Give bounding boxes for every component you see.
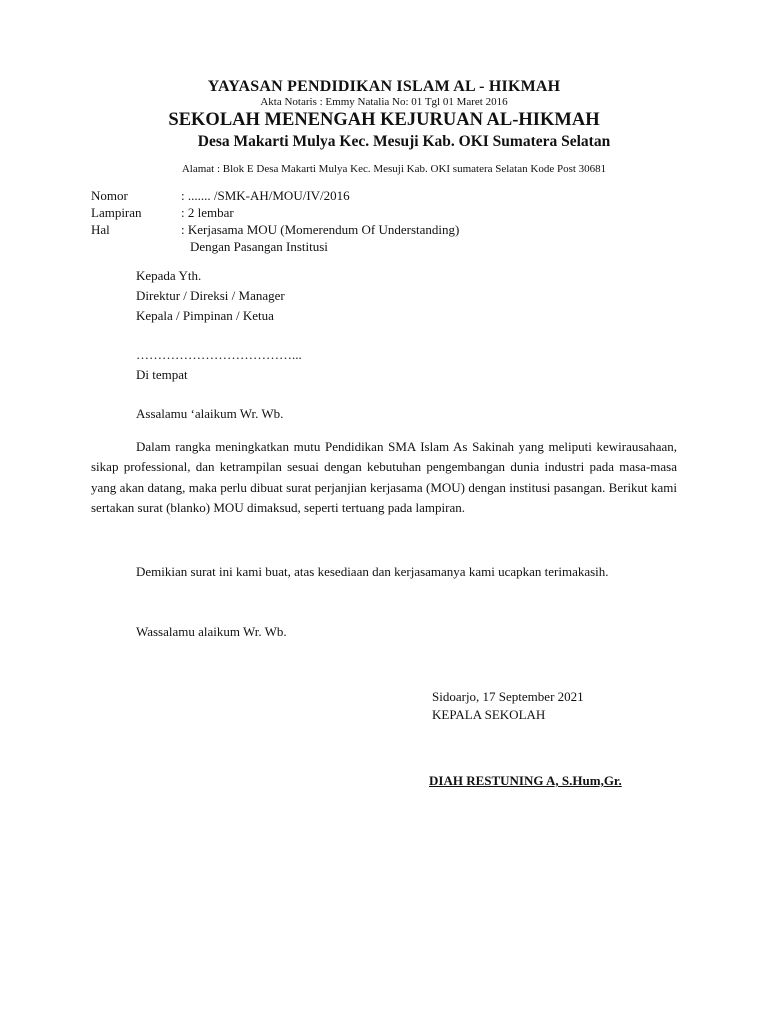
nomor-value: : ....... /SMK-AH/MOU/IV/2016 [181, 188, 350, 203]
closing-greeting: Wassalamu alaikum Wr. Wb. [136, 624, 287, 639]
recipient-line1: Kepada Yth. [136, 268, 202, 283]
signer-title: KEPALA SEKOLAH [432, 707, 546, 722]
meta-row-nomor [91, 187, 459, 204]
school-name: SEKOLAH MENENGAH KEJURUAN AL-HIKMAH [168, 110, 600, 130]
signature-block [432, 688, 584, 724]
notary-deed: Akta Notaris : Emmy Natalia No: 01 Tgl 01 Maret 2016 [260, 96, 508, 108]
letterhead [0, 78, 768, 176]
lampiran-value: : 2 lembar [181, 205, 234, 220]
place-date: Sidoarjo, 17 September 2021 [432, 689, 584, 704]
recipient-block [136, 266, 285, 326]
hal-label: Hal [91, 222, 110, 237]
nomor-label: Nomor [91, 188, 128, 203]
recipient-place: Di tempat [136, 367, 188, 382]
body-paragraph-2: Demikian surat ini kami buat, atas kesediaan dan kerjasamanya kami ucapkan terimakasih. [136, 564, 609, 579]
hal-value-line2: Dengan Pasangan Institusi [190, 239, 328, 254]
school-location: Desa Makarti Mulya Kec. Mesuji Kab. OKI Sumatera Selatan [197, 133, 611, 150]
body-paragraph-1: Dalam rangka meningkatkan mutu Pendidikan SMA Islam As Sakinah yang meliputi kewirausahaan, sikap professional, dan ketrampilan sesuai dengan kebutuhan pengembangan dunia industri pada masa-masa yang akan datang, maka perlu dibuat surat perjanjian kerjasama (MOU) dengan institusi pasangan. Berikut kami sertakan surat (blanko) MOU dimaksud, seperti tertuang pada lampiran. [91, 439, 677, 515]
meta-row-lampiran [91, 204, 459, 221]
hal-value: : Kerjasama MOU (Momerendum Of Understanding) [181, 222, 460, 237]
letter-meta [91, 187, 459, 255]
recipient-dots: ………………………………... [136, 347, 302, 362]
school-address: Alamat : Blok E Desa Makarti Mulya Kec. Mesuji Kab. OKI sumatera Selatan Kode Post 30681 [181, 163, 607, 175]
opening-greeting: Assalamu ‘alaikum Wr. Wb. [136, 406, 284, 421]
recipient-line3: Kepala / Pimpinan / Ketua [136, 308, 274, 323]
foundation-name: YAYASAN PENDIDIKAN ISLAM AL - HIKMAH [207, 78, 561, 95]
recipient-line2: Direktur / Direksi / Manager [136, 288, 285, 303]
lampiran-label: Lampiran [91, 205, 142, 220]
signer-name: DIAH RESTUNING A, S.Hum,Gr. [429, 773, 622, 788]
meta-row-hal [91, 221, 459, 238]
